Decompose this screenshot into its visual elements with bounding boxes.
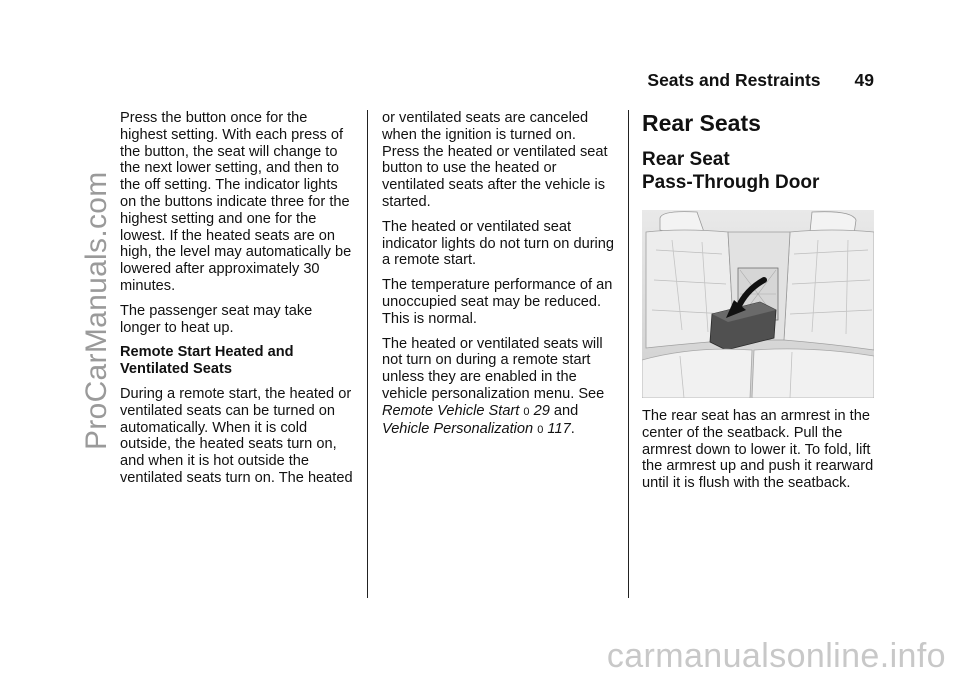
column-2 (382, 110, 616, 446)
page-number: 49 (854, 70, 874, 90)
page-header (647, 70, 874, 91)
watermark-bottom: carmanualsonline.info (606, 637, 946, 675)
end-period: . (570, 420, 575, 437)
paragraph-remote-start: During a remote start, the heated or ventilated seats can be turned on automatically. When it is cold outside, the heated seats turn on, and when it is hot outside the ventilated seats turn on. The heated (120, 385, 353, 486)
personalization-text: The heated or ventilated seats will not turn on during a remote start unless they are enabled in the vehicle personalization menu. See (382, 335, 605, 402)
paragraph-heat-settings: Press the button once for the highest setting. With each press of the button, the seat will change to the next lower setting, and then to the off setting. The indicator lights on the buttons indicate three for the highest setting and one for the lowest. If the heated seats are on high, the level may automatically be lowered after approximately 30 minutes. (120, 110, 352, 294)
link-remote-vehicle-start[interactable]: Remote Vehicle Start (382, 402, 520, 419)
section-title: Seats and Restraints (647, 70, 821, 90)
page-ref-29[interactable]: 29 (533, 402, 550, 419)
heading-line-1: Rear Seat (642, 149, 730, 170)
and-word: and (553, 402, 579, 419)
heading-line-2: Pass-Through Door (642, 172, 820, 193)
link-vehicle-personalization[interactable]: Vehicle Personalization (382, 420, 534, 437)
page-ref-117[interactable]: 117 (547, 420, 571, 437)
column-1 (120, 110, 356, 495)
paragraph-indicator-lights: The heated or ventilated seat indicator lights do not turn on during a remote start. (382, 218, 615, 269)
paragraph-temperature: The temperature performance of an unoccupied seat may be reduced. This is normal. (382, 277, 613, 327)
rear-seat-armrest-photo (642, 210, 874, 398)
column-3 (642, 110, 878, 500)
subheading-remote-start: Remote Start Heated and Ventilated Seats (120, 344, 294, 378)
watermark-side: ProCarManuals.com (80, 171, 113, 450)
column-divider-2 (628, 110, 629, 598)
page-ref-symbol-1: 0 (523, 405, 530, 418)
paragraph-personalization (382, 336, 616, 439)
heading-rear-seats: Rear Seats (642, 110, 761, 136)
paragraph-canceled: or ventilated seats are canceled when the ignition is turned on. Press the heated or ventilated seat button to use the heated or ventilated seats after the vehicle is started. (382, 110, 608, 210)
column-divider-1 (367, 110, 368, 598)
paragraph-armrest: The rear seat has an armrest in the center of the seatback. Pull the armrest down to lower it. To fold, lift the armrest up and push it rearward until it is flush with the seatback. (642, 408, 874, 492)
paragraph-passenger-seat: The passenger seat may take longer to heat up. (120, 302, 313, 336)
page-ref-symbol-2: 0 (537, 423, 544, 436)
heading-pass-through-door (642, 148, 878, 194)
